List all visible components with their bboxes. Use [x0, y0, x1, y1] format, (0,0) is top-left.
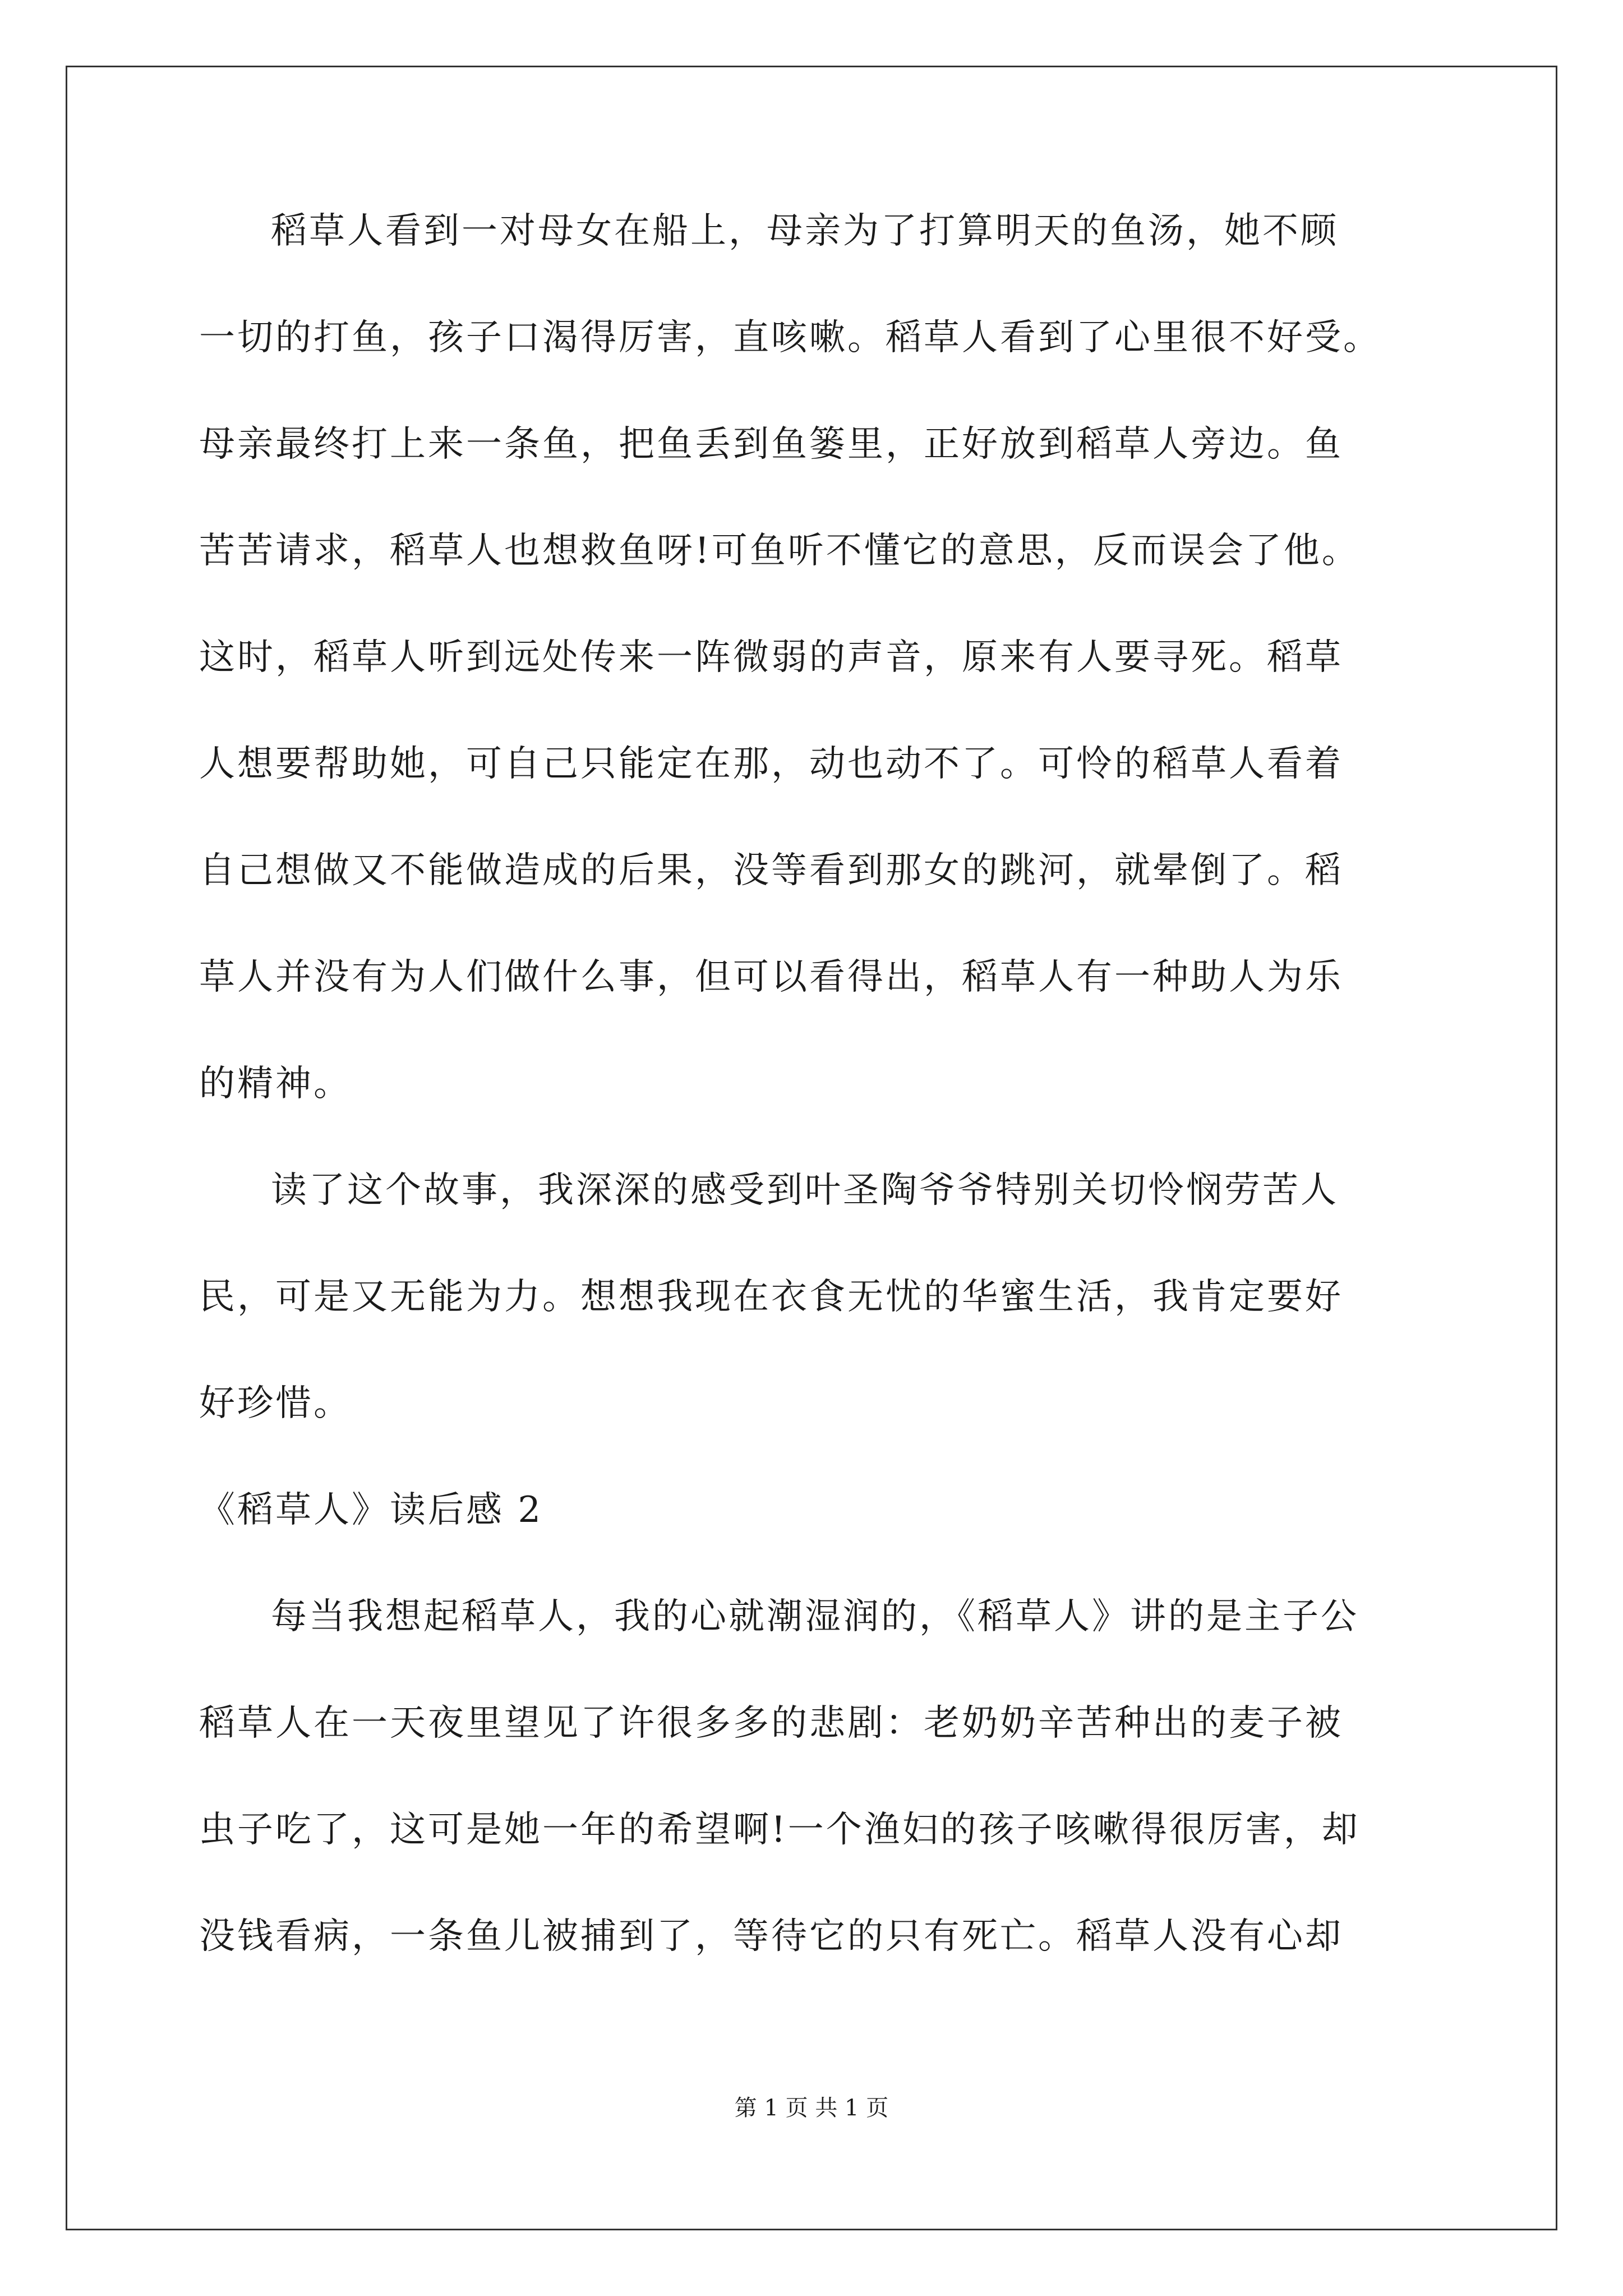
- text-line: 民，可是又无能为力。想想我现在衣食无忧的华蜜生活，我肯定要好: [199, 1276, 1343, 1318]
- text-line: 虫子吃了，这可是她一年的希望啊!一个渔妇的孩子咳嗽得很厉害，却: [199, 1809, 1360, 1851]
- text-line: 的精神。: [199, 1063, 352, 1105]
- text-line: 没钱看病，一条鱼儿被捕到了，等待它的只有死亡。稻草人没有心却: [199, 1916, 1343, 1957]
- text-line: 读了这个故事，我深深的感受到叶圣陶爷爷特别关切怜悯劳苦人: [271, 1170, 1339, 1211]
- paragraph-3: [199, 1596, 1433, 1957]
- text-line: 好珍惜。: [199, 1383, 352, 1424]
- text-line: 稻草人看到一对母女在船上，母亲为了打算明天的鱼汤，她不顾: [271, 210, 1339, 252]
- document-body: [199, 210, 1433, 2025]
- page-footer: 第 1 页 共 1 页: [734, 2095, 889, 2121]
- text-line: 人想要帮助她，可自己只能定在那，动也动不了。可怜的稻草人看着: [199, 743, 1343, 785]
- section-heading: 《稻草人》读后感 2: [199, 1489, 543, 1531]
- text-line: 草人并没有为人们做什么事，但可以看得出，稻草人有一种助人为乐: [199, 956, 1343, 998]
- text-line: 苦苦请求，稻草人也想救鱼呀!可鱼听不懂它的意思，反而误会了他。: [199, 530, 1360, 572]
- paragraph-2: [199, 1170, 1433, 1424]
- text-line: 每当我想起稻草人，我的心就潮湿润的，《稻草人》讲的是主子公: [271, 1596, 1359, 1637]
- text-line: 稻草人在一天夜里望见了许很多多的悲剧：老奶奶辛苦种出的麦子被: [199, 1703, 1343, 1744]
- text-line: 母亲最终打上来一条鱼，把鱼丢到鱼篓里，正好放到稻草人旁边。鱼: [199, 424, 1343, 465]
- paragraph-1: [199, 210, 1433, 1105]
- text-line: 自己想做又不能做造成的后果，没等看到那女的跳河，就晕倒了。稻: [199, 850, 1343, 891]
- text-line: 这时，稻草人听到远处传来一阵微弱的声音，原来有人要寻死。稻草: [199, 637, 1343, 678]
- text-line: 一切的打鱼，孩子口渴得厉害，直咳嗽。稻草人看到了心里很不好受。: [199, 317, 1381, 358]
